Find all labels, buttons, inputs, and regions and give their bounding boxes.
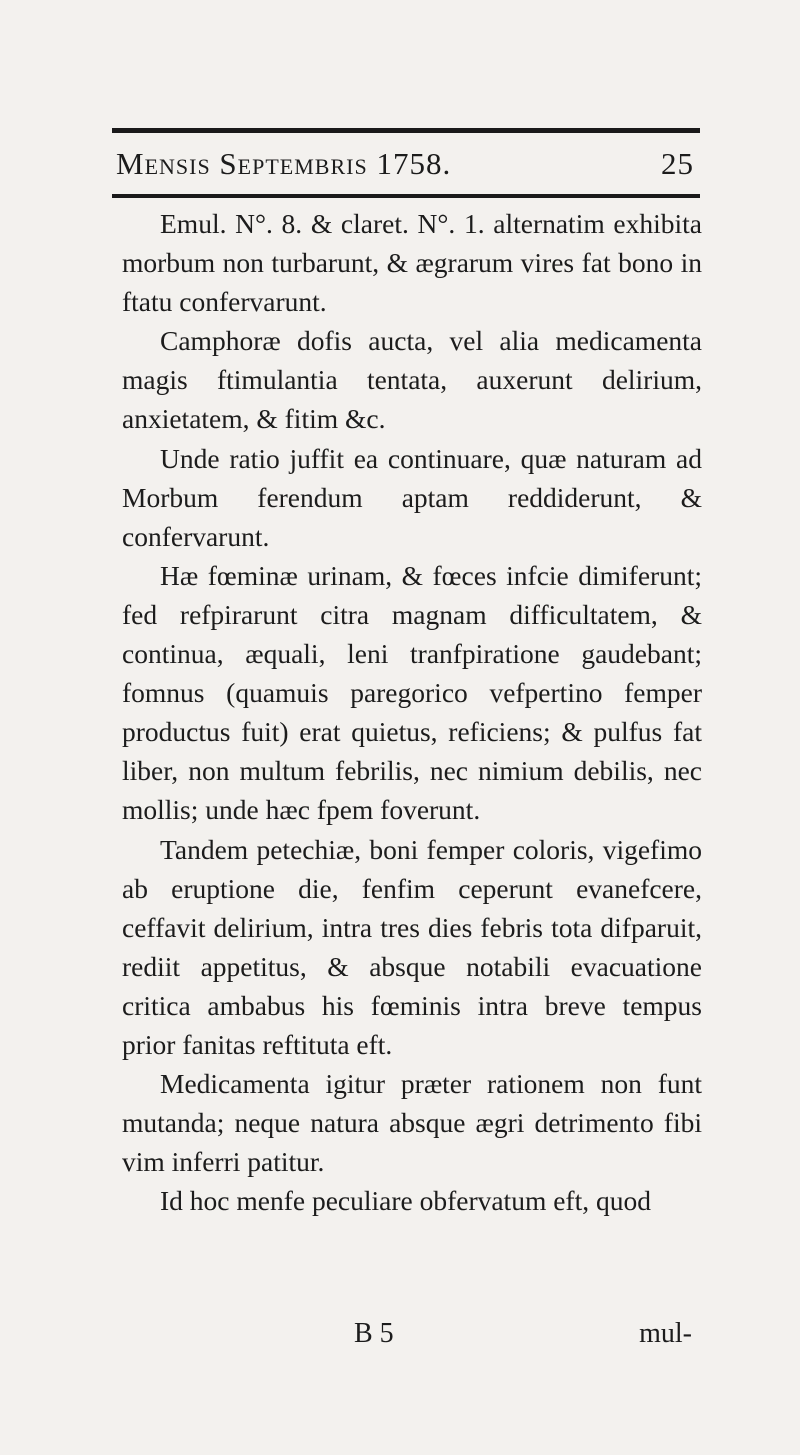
page-number: 25 xyxy=(661,146,694,181)
paragraph-7: Id hoc menfe peculiare obfervatum eft, quod xyxy=(160,1185,651,1217)
paragraph-4: Hæ fœminæ urinam, & fœces infcie dimiferunt; fed refpirarunt citra magnam difficultatem, & continua, æquali, leni tranfpiratione gaudebant; fomnus (quamuis paregorico vefpertino femper productus fuit) erat quietus, reficiens; & pulfus fat liber, non multum febrilis, nec nimium debilis, nec mollis; unde hæc fpem foverunt. xyxy=(122,559,702,826)
paragraph-2: Camphoræ dofis aucta, vel alia medicamenta magis ftimulantia tentata, auxerunt delirium, anxietatem, & fitim &c. xyxy=(122,325,702,435)
paragraph-3: Unde ratio juffit ea continuare, quæ naturam ad Morbum ferendum aptam reddiderunt, & confervarunt. xyxy=(122,442,702,552)
page-footer xyxy=(122,1318,702,1358)
running-title: Mensis Septembris 1758. xyxy=(116,146,452,181)
catchword: mul- xyxy=(639,1318,692,1349)
body-text xyxy=(122,204,702,1220)
paragraph-6: Medicamenta igitur præter rationem non funt mutanda; neque natura absque ægri detrimento fibi vim inferri patitur. xyxy=(122,1068,702,1178)
paragraph-5: Tandem petechiæ, boni femper coloris, vigefimo ab eruptione die, fenfim ceperunt evanefcere, ceffavit delirium, intra tres dies febris tota difparuit, rediit appetitus, & absque notabili evacuatione critica ambabus his fœminis intra breve tempus prior fanitas reftituta eft. xyxy=(122,833,702,1060)
signature-mark: B 5 xyxy=(354,1318,394,1349)
header-rule-bottom xyxy=(112,194,700,198)
header-rule-top xyxy=(112,128,700,133)
running-header xyxy=(112,146,700,186)
paragraph-1: Emul. N°. 8. & claret. N°. 1. alternatim exhibita morbum non turbarunt, & ægrarum vires fat bono in ftatu confervarunt. xyxy=(122,208,702,318)
